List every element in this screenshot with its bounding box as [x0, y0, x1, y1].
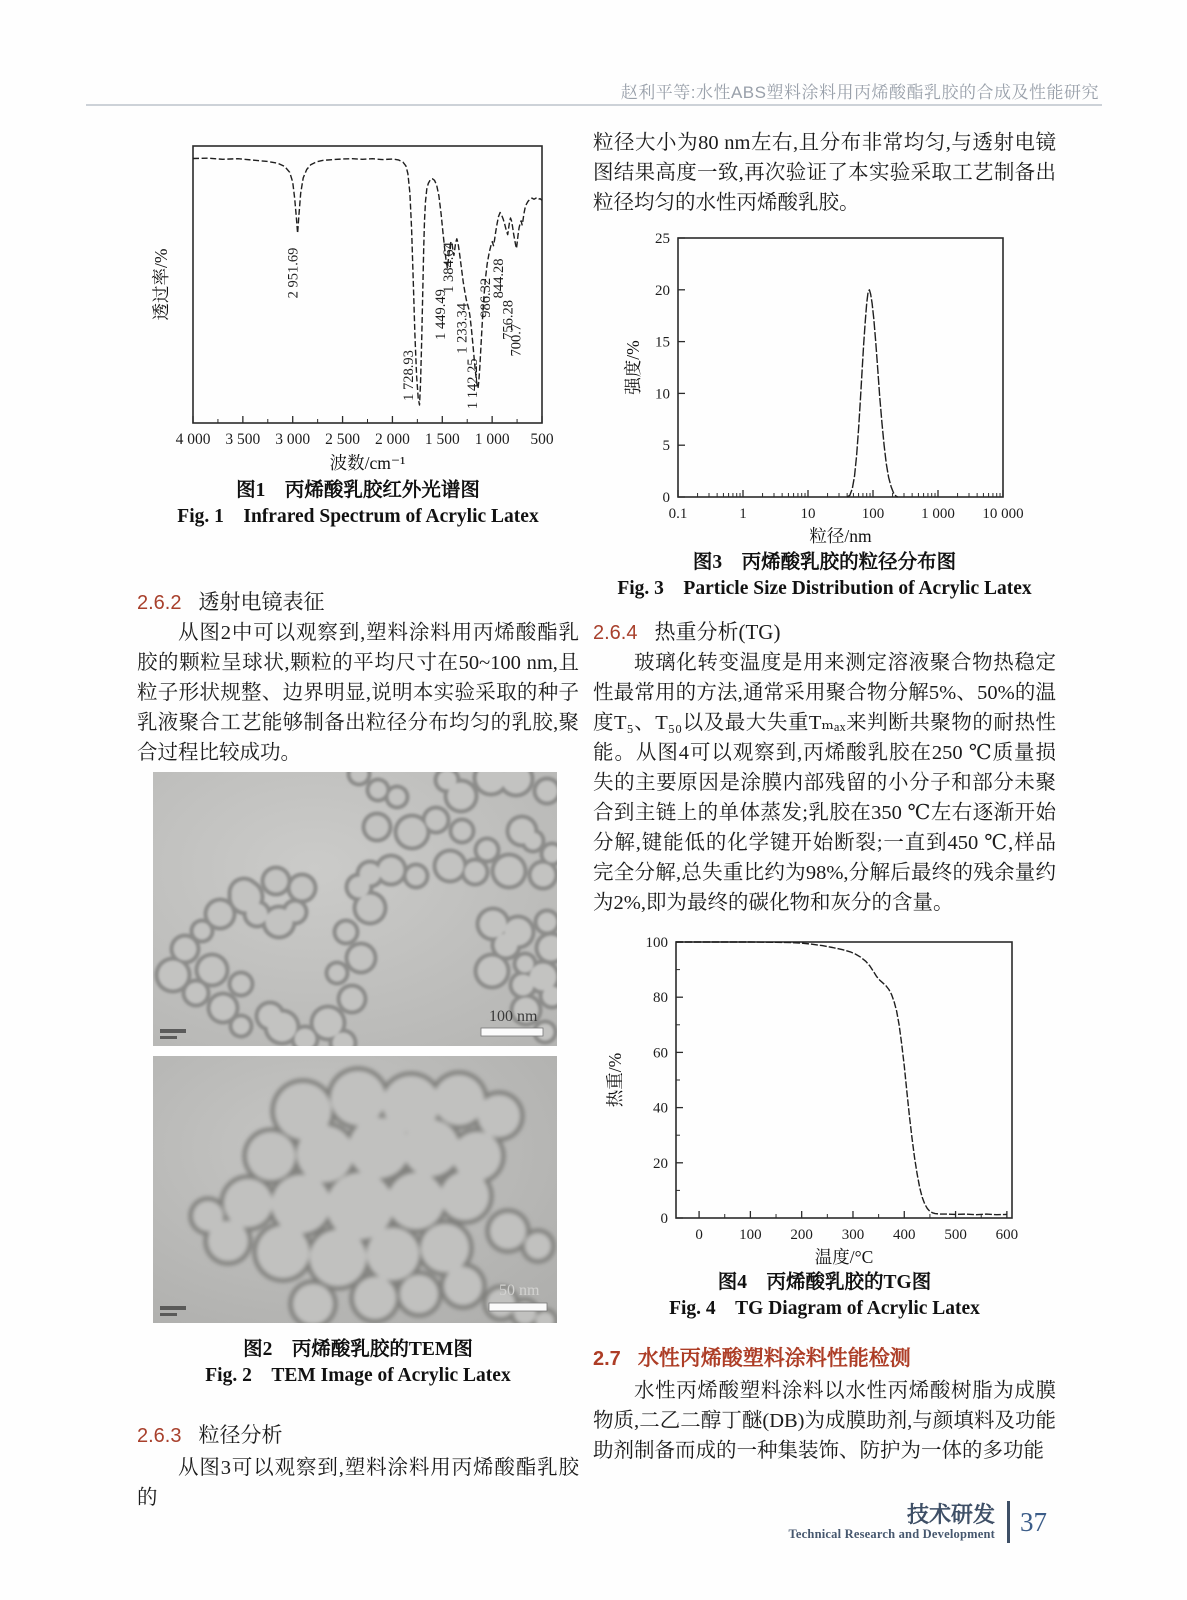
svg-text:强度/%: 强度/%	[623, 340, 643, 395]
section-heading-2-6-2	[137, 586, 579, 616]
svg-text:80: 80	[653, 990, 668, 1007]
figure-3-particle-size-chart	[593, 222, 1056, 548]
svg-text:50 nm: 50 nm	[499, 1282, 540, 1299]
svg-text:844.28: 844.28	[491, 258, 508, 299]
footer-section-en: Technical Research and Development	[788, 1526, 995, 1541]
svg-text:20: 20	[655, 282, 670, 299]
paragraph-2-7: 水性丙烯酸塑料涂料以水性丙烯酸树脂为成膜物质,二乙二醇丁醚(DB)为成膜助剂,与颜填料及功能助剂制备而成的一种集装饰、防护为一体的多功能	[593, 1380, 1056, 1462]
section-title: 粒径分析	[198, 1423, 283, 1447]
svg-text:10: 10	[655, 386, 670, 403]
svg-text:3 500: 3 500	[225, 431, 261, 448]
page-header-title: 赵利平等:水性ABS塑料涂料用丙烯酸酯乳胶的合成及性能研究	[620, 83, 1099, 102]
svg-text:500: 500	[530, 431, 554, 448]
section-heading-2-6-3	[137, 1419, 579, 1449]
section-heading-2-7	[593, 1342, 1056, 1372]
figure-1-ir-spectrum-chart	[137, 138, 577, 478]
svg-text:100: 100	[861, 506, 885, 522]
page-number: 37	[1020, 1506, 1047, 1537]
svg-text:0: 0	[662, 490, 670, 506]
figure-2-tem-image-2	[153, 1056, 557, 1323]
svg-text:1 000: 1 000	[474, 431, 510, 448]
svg-text:1 233.34: 1 233.34	[454, 303, 471, 354]
figure-1-caption-zh: 图1 丙烯酸乳胶红外光谱图	[236, 480, 480, 501]
svg-text:300: 300	[841, 1227, 865, 1243]
svg-text:20: 20	[653, 1155, 668, 1172]
footer-labels	[789, 1503, 995, 1542]
figure-3-caption-en: Fig. 3 Particle Size Distribution of Acrylic Latex	[617, 578, 1032, 599]
svg-text:热重/%: 热重/%	[605, 1052, 625, 1108]
svg-text:1 728.93: 1 728.93	[400, 350, 417, 401]
footer-divider	[1007, 1501, 1010, 1543]
svg-text:100 nm: 100 nm	[489, 1008, 538, 1025]
figure-3-caption-zh: 图3 丙烯酸乳胶的粒径分布图	[692, 552, 957, 573]
figure-2-caption-en: Fig. 2 TEM Image of Acrylic Latex	[205, 1365, 511, 1386]
figure-4-caption-en: Fig. 4 TG Diagram of Acrylic Latex	[669, 1298, 980, 1319]
section-title: 水性丙烯酸塑料涂料性能检测	[637, 1347, 911, 1370]
section-number: 2.6.3	[137, 1425, 182, 1447]
svg-text:3 000: 3 000	[275, 431, 311, 448]
section-heading-2-6-4	[593, 616, 1056, 646]
paragraph-2-6-4: 玻璃化转变温度是用来测定溶液聚合物热稳定性最常用的方法,通常采用聚合物分解5%、50%的温度T₅、T₅₀以及最大失重Tₘₐₓ来判断共聚物的耐热性能。从图4可以观察到,丙烯酸乳胶在250 ℃质量损失的主要原因是涂膜内部残留的小分子和部分未聚合到主链上的单体蒸发;乳胶在350 ℃左右逐渐开始分解,键能低的化学键开始断裂;一直到450 ℃,样品完全分解,总失重比约为98%,分解后最终的残余量约为2%,即为最终的碳化物和灰分的含量。	[593, 652, 1056, 914]
svg-text:2 951.69: 2 951.69	[285, 247, 302, 299]
page-footer	[789, 1501, 1047, 1543]
left-column	[137, 130, 579, 1513]
svg-text:60: 60	[653, 1045, 668, 1062]
figure-4-tg-chart	[593, 924, 1056, 1268]
section-number: 2.7	[593, 1348, 621, 1370]
svg-text:700.7: 700.7	[508, 323, 525, 357]
svg-text:10 000: 10 000	[982, 506, 1024, 522]
svg-text:1 142.25: 1 142.25	[465, 358, 482, 410]
right-column	[593, 128, 1056, 1466]
svg-text:温度/°C: 温度/°C	[814, 1247, 874, 1267]
svg-text:波数/cm⁻¹: 波数/cm⁻¹	[329, 453, 406, 473]
paragraph-continuation: 粒径大小为80 nm左右,且分布非常均匀,与透射电镜图结果高度一致,再次验证了本实验采取工艺制备出粒径均匀的水性丙烯酸乳胶。	[593, 132, 1056, 214]
svg-text:1 000: 1 000	[921, 506, 955, 522]
figure-1-caption-en: Fig. 1 Infrared Spectrum of Acrylic Latex	[177, 506, 539, 527]
svg-text:2 000: 2 000	[374, 431, 410, 448]
section-title: 热重分析(TG)	[654, 620, 781, 644]
svg-text:100: 100	[739, 1227, 762, 1243]
svg-text:透过率/%: 透过率/%	[151, 248, 171, 321]
figure-4-caption-zh: 图4 丙烯酸乳胶的TG图	[717, 1272, 932, 1293]
paragraph-2-6-3: 从图3可以观察到,塑料涂料用丙烯酸酯乳胶的	[137, 1457, 579, 1509]
svg-text:5: 5	[662, 438, 670, 455]
svg-text:200: 200	[790, 1227, 813, 1243]
svg-text:500: 500	[944, 1227, 967, 1243]
figure-2-tem-image-1	[153, 772, 557, 1046]
svg-text:1: 1	[739, 506, 747, 522]
svg-text:1 500: 1 500	[424, 431, 460, 448]
header-rule	[86, 104, 1102, 106]
section-title: 透射电镜表征	[198, 590, 325, 614]
paragraph-2-6-2: 从图2中可以观察到,塑料涂料用丙烯酸酯乳胶的颗粒呈球状,颗粒的平均尺寸在50~100 nm,且粒子形状规整、边界明显,说明本实验采取的种子乳液聚合工艺能够制备出粒径分布均匀的乳胶,聚合过程比较成功。	[137, 622, 579, 764]
svg-text:986.32: 986.32	[478, 277, 495, 318]
svg-text:756.28: 756.28	[500, 300, 517, 340]
section-number: 2.6.2	[137, 592, 182, 614]
footer-section-zh: 技术研发	[906, 1501, 995, 1527]
svg-text:1 449.49: 1 449.49	[432, 289, 449, 340]
svg-text:2 500: 2 500	[325, 431, 361, 448]
svg-text:400: 400	[893, 1227, 916, 1243]
svg-text:10: 10	[800, 506, 816, 522]
svg-text:0: 0	[660, 1211, 668, 1227]
svg-text:25: 25	[655, 231, 670, 247]
svg-text:15: 15	[655, 334, 670, 351]
svg-text:0: 0	[695, 1227, 703, 1243]
svg-text:600: 600	[995, 1227, 1019, 1243]
svg-text:4 000: 4 000	[175, 431, 211, 448]
svg-text:40: 40	[653, 1100, 668, 1117]
svg-text:100: 100	[645, 935, 668, 951]
figure-2-caption-zh: 图2 丙烯酸乳胶的TEM图	[243, 1339, 473, 1360]
svg-text:粒径/nm: 粒径/nm	[809, 526, 872, 546]
svg-text:0.1: 0.1	[668, 506, 688, 522]
svg-text:1 384.64: 1 384.64	[441, 242, 458, 293]
section-number: 2.6.4	[593, 622, 638, 644]
